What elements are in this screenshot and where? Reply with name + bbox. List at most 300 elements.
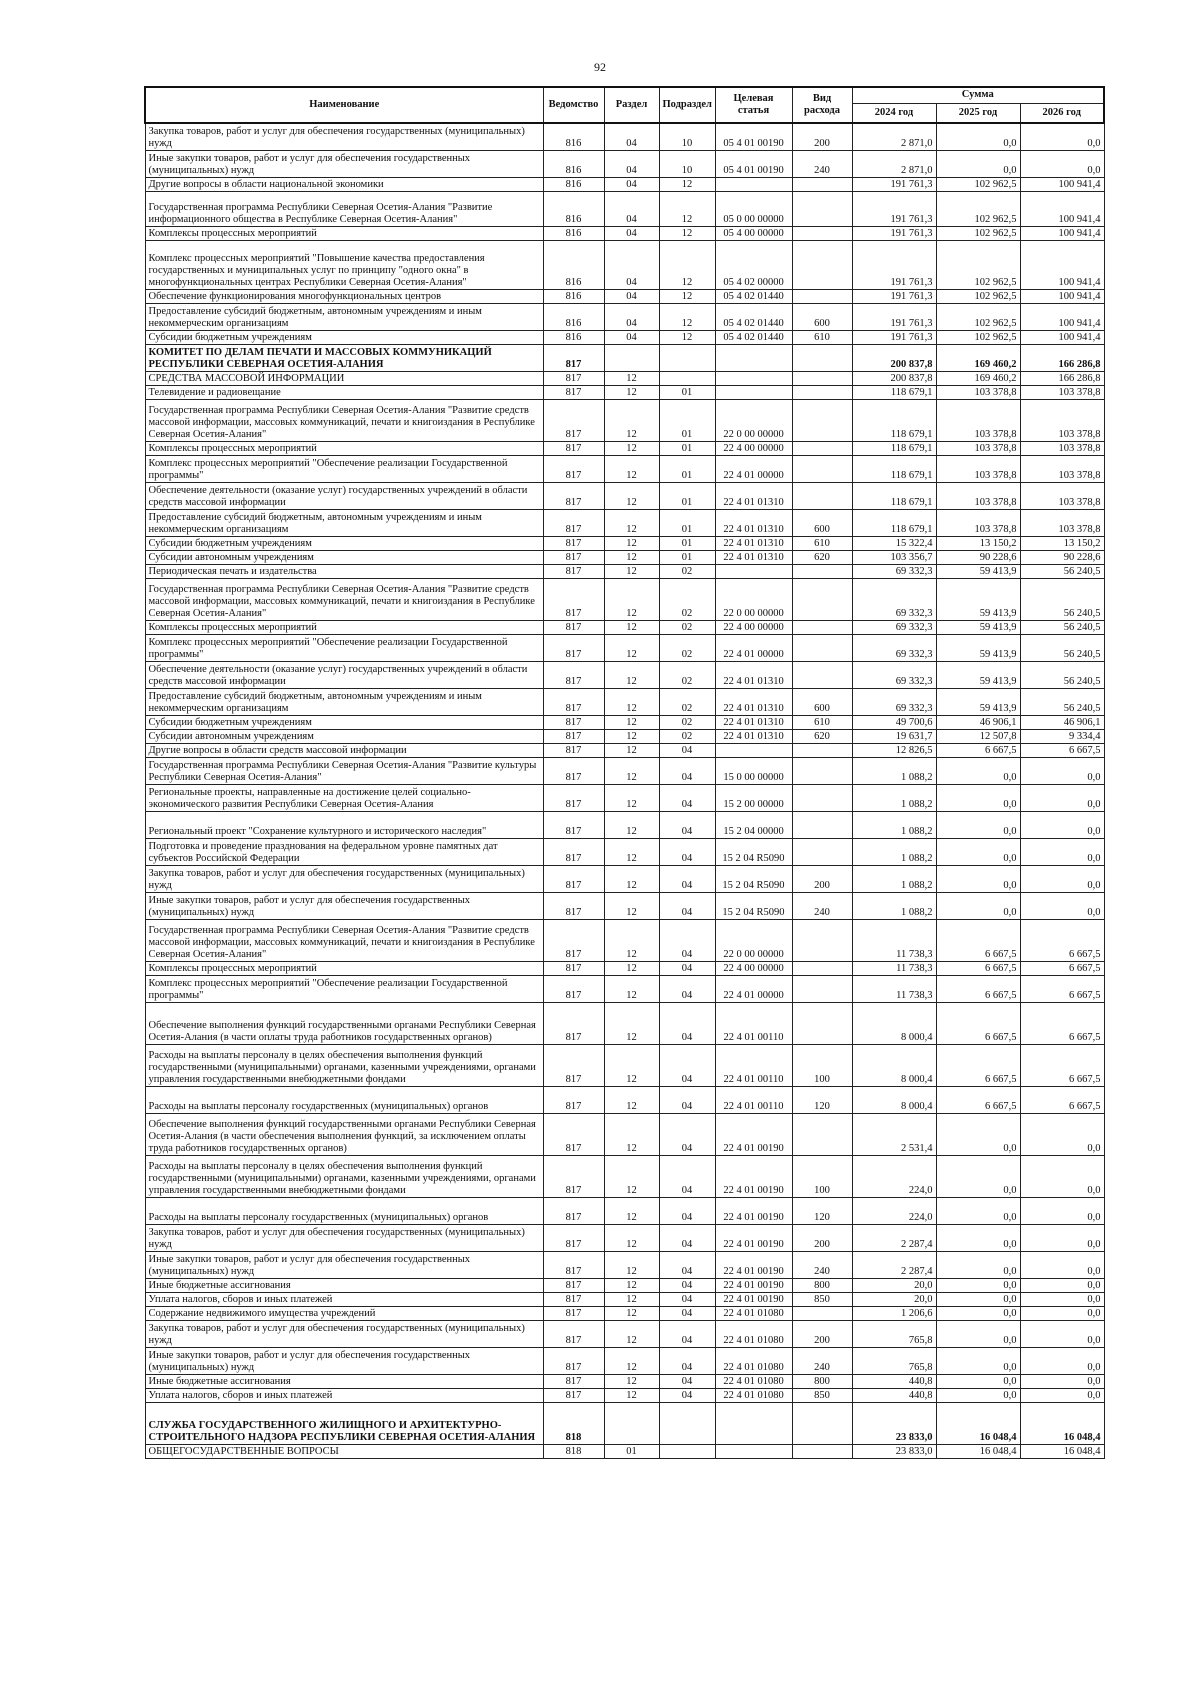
cell-expense-type: 800 bbox=[792, 1278, 852, 1292]
cell-subsection: 04 bbox=[659, 919, 715, 961]
cell-2025: 102 962,5 bbox=[936, 289, 1020, 303]
cell-name: Комплекс процессных мероприятий "Обеспечение реализации Государственной программы" bbox=[145, 975, 543, 1002]
cell-subsection: 12 bbox=[659, 191, 715, 226]
cell-section: 12 bbox=[604, 1306, 659, 1320]
cell-2026: 0,0 bbox=[1020, 892, 1104, 919]
cell-2025: 0,0 bbox=[936, 150, 1020, 177]
table-row bbox=[145, 399, 1104, 441]
cell-expense-type: 200 bbox=[792, 1320, 852, 1347]
table-row bbox=[145, 634, 1104, 661]
cell-subsection: 04 bbox=[659, 1251, 715, 1278]
cell-subsection: 04 bbox=[659, 743, 715, 757]
cell-subsection: 04 bbox=[659, 1320, 715, 1347]
cell-2026: 0,0 bbox=[1020, 1197, 1104, 1224]
cell-department: 817 bbox=[543, 1374, 604, 1388]
cell-section: 12 bbox=[604, 1002, 659, 1044]
cell-department: 816 bbox=[543, 191, 604, 226]
cell-name: Содержание недвижимого имущества учреждений bbox=[145, 1306, 543, 1320]
cell-subsection: 04 bbox=[659, 1197, 715, 1224]
cell-subsection: 02 bbox=[659, 729, 715, 743]
cell-department: 816 bbox=[543, 240, 604, 289]
cell-section: 12 bbox=[604, 1197, 659, 1224]
cell-section: 04 bbox=[604, 303, 659, 330]
table-row bbox=[145, 1292, 1104, 1306]
cell-subsection: 01 bbox=[659, 441, 715, 455]
cell-2026: 56 240,5 bbox=[1020, 688, 1104, 715]
cell-2025: 16 048,4 bbox=[936, 1444, 1020, 1458]
cell-2025: 0,0 bbox=[936, 1197, 1020, 1224]
cell-2025: 6 667,5 bbox=[936, 1044, 1020, 1086]
cell-2025: 102 962,5 bbox=[936, 177, 1020, 191]
cell-2026: 103 378,8 bbox=[1020, 399, 1104, 441]
cell-2025: 102 962,5 bbox=[936, 226, 1020, 240]
table-row bbox=[145, 1388, 1104, 1402]
cell-2024: 1 088,2 bbox=[852, 811, 936, 838]
table-row bbox=[145, 729, 1104, 743]
cell-section: 12 bbox=[604, 385, 659, 399]
cell-2025: 0,0 bbox=[936, 123, 1020, 150]
cell-department: 817 bbox=[543, 688, 604, 715]
cell-2025: 103 378,8 bbox=[936, 482, 1020, 509]
cell-name: Обеспечение выполнения функций государственными органами Республики Северная Осетия-Алания (в части оплаты труда работников государственных органов) bbox=[145, 1002, 543, 1044]
cell-target: 22 4 01 00190 bbox=[715, 1113, 792, 1155]
cell-subsection bbox=[659, 371, 715, 385]
cell-department: 816 bbox=[543, 177, 604, 191]
table-row bbox=[145, 661, 1104, 688]
cell-expense-type bbox=[792, 975, 852, 1002]
cell-expense-type: 240 bbox=[792, 892, 852, 919]
cell-2025: 12 507,8 bbox=[936, 729, 1020, 743]
cell-expense-type bbox=[792, 919, 852, 961]
cell-section: 12 bbox=[604, 1374, 659, 1388]
table-row bbox=[145, 1402, 1104, 1444]
cell-expense-type bbox=[792, 371, 852, 385]
cell-2025: 6 667,5 bbox=[936, 743, 1020, 757]
cell-2026: 0,0 bbox=[1020, 1278, 1104, 1292]
cell-2026: 0,0 bbox=[1020, 1347, 1104, 1374]
cell-section: 04 bbox=[604, 150, 659, 177]
header-year-2025: 2025 год bbox=[936, 103, 1020, 123]
cell-section: 12 bbox=[604, 661, 659, 688]
header-section: Раздел bbox=[604, 87, 659, 123]
cell-department: 817 bbox=[543, 1347, 604, 1374]
cell-2026: 6 667,5 bbox=[1020, 919, 1104, 961]
cell-2026: 0,0 bbox=[1020, 1155, 1104, 1197]
cell-2024: 2 871,0 bbox=[852, 150, 936, 177]
cell-2026: 56 240,5 bbox=[1020, 661, 1104, 688]
table-row bbox=[145, 150, 1104, 177]
cell-expense-type: 600 bbox=[792, 509, 852, 536]
cell-2025: 102 962,5 bbox=[936, 240, 1020, 289]
cell-2026: 0,0 bbox=[1020, 1320, 1104, 1347]
cell-department: 817 bbox=[543, 455, 604, 482]
cell-2026: 0,0 bbox=[1020, 838, 1104, 865]
cell-subsection: 04 bbox=[659, 1388, 715, 1402]
cell-department: 817 bbox=[543, 1388, 604, 1402]
cell-2025: 59 413,9 bbox=[936, 661, 1020, 688]
cell-target: 05 4 02 01440 bbox=[715, 289, 792, 303]
cell-subsection: 02 bbox=[659, 578, 715, 620]
cell-section: 04 bbox=[604, 177, 659, 191]
cell-subsection: 04 bbox=[659, 865, 715, 892]
cell-department: 818 bbox=[543, 1402, 604, 1444]
cell-expense-type bbox=[792, 578, 852, 620]
cell-name: Предоставление субсидий бюджетным, автономным учреждениям и иным некоммерческим организациям bbox=[145, 509, 543, 536]
cell-department: 817 bbox=[543, 811, 604, 838]
header-sum: Сумма bbox=[852, 87, 1104, 103]
cell-subsection bbox=[659, 1402, 715, 1444]
table-row bbox=[145, 371, 1104, 385]
cell-section: 12 bbox=[604, 1086, 659, 1113]
table-row bbox=[145, 509, 1104, 536]
cell-name: Периодическая печать и издательства bbox=[145, 564, 543, 578]
cell-department: 817 bbox=[543, 385, 604, 399]
table-row bbox=[145, 919, 1104, 961]
cell-expense-type: 240 bbox=[792, 1251, 852, 1278]
cell-2024: 191 761,3 bbox=[852, 191, 936, 226]
cell-2026: 0,0 bbox=[1020, 811, 1104, 838]
cell-2026: 46 906,1 bbox=[1020, 715, 1104, 729]
cell-expense-type: 240 bbox=[792, 1347, 852, 1374]
cell-name: Комплекс процессных мероприятий "Повышение качества предоставления государственных и муниципальных услуг по принципу "одного окна" в многофункциональных центрах Республики Северная Осетия-Алания" bbox=[145, 240, 543, 289]
cell-name: Закупка товаров, работ и услуг для обеспечения государственных (муниципальных) нужд bbox=[145, 865, 543, 892]
cell-subsection: 10 bbox=[659, 150, 715, 177]
cell-target bbox=[715, 564, 792, 578]
cell-target: 05 4 00 00000 bbox=[715, 226, 792, 240]
cell-2026: 166 286,8 bbox=[1020, 344, 1104, 371]
cell-target: 22 4 00 00000 bbox=[715, 620, 792, 634]
cell-target: 15 2 04 R5090 bbox=[715, 865, 792, 892]
cell-section: 12 bbox=[604, 838, 659, 865]
table-row bbox=[145, 578, 1104, 620]
cell-2024: 69 332,3 bbox=[852, 688, 936, 715]
cell-2025: 0,0 bbox=[936, 865, 1020, 892]
cell-target: 05 4 02 01440 bbox=[715, 303, 792, 330]
cell-section: 12 bbox=[604, 757, 659, 784]
cell-section: 12 bbox=[604, 961, 659, 975]
cell-department: 817 bbox=[543, 729, 604, 743]
cell-2025: 0,0 bbox=[936, 784, 1020, 811]
cell-2026: 0,0 bbox=[1020, 784, 1104, 811]
cell-2025: 103 378,8 bbox=[936, 509, 1020, 536]
cell-expense-type: 100 bbox=[792, 1155, 852, 1197]
cell-2026: 103 378,8 bbox=[1020, 455, 1104, 482]
cell-name: Комплексы процессных мероприятий bbox=[145, 961, 543, 975]
table-row bbox=[145, 191, 1104, 226]
cell-section: 01 bbox=[604, 1444, 659, 1458]
table-row bbox=[145, 1320, 1104, 1347]
cell-name: Иные закупки товаров, работ и услуг для обеспечения государственных (муниципальных) нужд bbox=[145, 1347, 543, 1374]
cell-name: Уплата налогов, сборов и иных платежей bbox=[145, 1292, 543, 1306]
cell-expense-type: 800 bbox=[792, 1374, 852, 1388]
header-name: Наименование bbox=[145, 87, 543, 123]
cell-2024: 2 871,0 bbox=[852, 123, 936, 150]
cell-name: Комплексы процессных мероприятий bbox=[145, 620, 543, 634]
cell-expense-type: 610 bbox=[792, 536, 852, 550]
table-row bbox=[145, 1444, 1104, 1458]
table-row bbox=[145, 975, 1104, 1002]
cell-2026: 103 378,8 bbox=[1020, 441, 1104, 455]
cell-subsection: 02 bbox=[659, 620, 715, 634]
cell-name: Субсидии автономным учреждениям bbox=[145, 550, 543, 564]
cell-target: 22 4 01 01310 bbox=[715, 688, 792, 715]
cell-subsection: 12 bbox=[659, 177, 715, 191]
cell-2026: 56 240,5 bbox=[1020, 578, 1104, 620]
cell-subsection: 12 bbox=[659, 240, 715, 289]
cell-2025: 90 228,6 bbox=[936, 550, 1020, 564]
cell-department: 817 bbox=[543, 1086, 604, 1113]
cell-department: 817 bbox=[543, 482, 604, 509]
cell-department: 817 bbox=[543, 975, 604, 1002]
cell-target: 22 4 01 00110 bbox=[715, 1086, 792, 1113]
cell-expense-type: 600 bbox=[792, 303, 852, 330]
cell-target: 22 4 01 01310 bbox=[715, 550, 792, 564]
cell-2024: 20,0 bbox=[852, 1278, 936, 1292]
cell-department: 817 bbox=[543, 1320, 604, 1347]
budget-table bbox=[144, 86, 1105, 1459]
cell-subsection: 01 bbox=[659, 550, 715, 564]
table-row bbox=[145, 455, 1104, 482]
cell-name: Субсидии бюджетным учреждениям bbox=[145, 536, 543, 550]
cell-target bbox=[715, 177, 792, 191]
cell-name: Иные закупки товаров, работ и услуг для обеспечения государственных (муниципальных) нужд bbox=[145, 892, 543, 919]
cell-2026: 100 941,4 bbox=[1020, 177, 1104, 191]
cell-target: 22 4 01 01310 bbox=[715, 536, 792, 550]
cell-name: Подготовка и проведение празднования на федеральном уровне памятных дат субъектов Российской Федерации bbox=[145, 838, 543, 865]
cell-department: 817 bbox=[543, 1292, 604, 1306]
cell-department: 817 bbox=[543, 1044, 604, 1086]
cell-name: Комплексы процессных мероприятий bbox=[145, 226, 543, 240]
cell-section: 12 bbox=[604, 1347, 659, 1374]
cell-subsection: 12 bbox=[659, 226, 715, 240]
cell-2025: 169 460,2 bbox=[936, 344, 1020, 371]
cell-2024: 440,8 bbox=[852, 1388, 936, 1402]
cell-2026: 0,0 bbox=[1020, 150, 1104, 177]
table-row bbox=[145, 715, 1104, 729]
cell-section: 12 bbox=[604, 865, 659, 892]
cell-2024: 2 287,4 bbox=[852, 1251, 936, 1278]
table-row bbox=[145, 1306, 1104, 1320]
cell-2024: 191 761,3 bbox=[852, 330, 936, 344]
cell-name: Обеспечение деятельности (оказание услуг) государственных учреждений в области средств массовой информации bbox=[145, 661, 543, 688]
cell-subsection: 04 bbox=[659, 784, 715, 811]
cell-2026: 100 941,4 bbox=[1020, 330, 1104, 344]
cell-name: Субсидии бюджетным учреждениям bbox=[145, 330, 543, 344]
cell-2026: 16 048,4 bbox=[1020, 1444, 1104, 1458]
cell-expense-type: 200 bbox=[792, 123, 852, 150]
cell-expense-type: 850 bbox=[792, 1388, 852, 1402]
table-row bbox=[145, 564, 1104, 578]
cell-name: Государственная программа Республики Северная Осетия-Алания "Развитие средств массовой информации, массовых коммуникаций, печати и книгоиздания в Республике Северная Осетия-Алания" bbox=[145, 919, 543, 961]
cell-subsection: 12 bbox=[659, 289, 715, 303]
cell-2024: 8 000,4 bbox=[852, 1044, 936, 1086]
cell-name: Расходы на выплаты персоналу в целях обеспечения выполнения функций государственными (муниципальными) органами, казенными учреждениями, органами управления государственными внебюджетными фондами bbox=[145, 1155, 543, 1197]
cell-subsection: 04 bbox=[659, 1113, 715, 1155]
cell-target: 05 4 02 01440 bbox=[715, 330, 792, 344]
cell-target: 05 4 02 00000 bbox=[715, 240, 792, 289]
cell-target: 15 2 04 R5090 bbox=[715, 838, 792, 865]
table-row bbox=[145, 1374, 1104, 1388]
cell-2024: 191 761,3 bbox=[852, 177, 936, 191]
cell-2024: 1 088,2 bbox=[852, 757, 936, 784]
cell-2026: 0,0 bbox=[1020, 1388, 1104, 1402]
cell-department: 817 bbox=[543, 344, 604, 371]
cell-subsection: 10 bbox=[659, 123, 715, 150]
cell-department: 817 bbox=[543, 441, 604, 455]
cell-2026: 56 240,5 bbox=[1020, 564, 1104, 578]
cell-2026: 100 941,4 bbox=[1020, 191, 1104, 226]
cell-expense-type: 620 bbox=[792, 729, 852, 743]
cell-subsection: 02 bbox=[659, 564, 715, 578]
cell-section: 12 bbox=[604, 715, 659, 729]
cell-2024: 11 738,3 bbox=[852, 961, 936, 975]
cell-name: Закупка товаров, работ и услуг для обеспечения государственных (муниципальных) нужд bbox=[145, 1320, 543, 1347]
cell-subsection: 12 bbox=[659, 330, 715, 344]
cell-target: 05 4 01 00190 bbox=[715, 150, 792, 177]
cell-2024: 2 531,4 bbox=[852, 1113, 936, 1155]
cell-2024: 191 761,3 bbox=[852, 303, 936, 330]
cell-2025: 0,0 bbox=[936, 1374, 1020, 1388]
cell-department: 817 bbox=[543, 661, 604, 688]
table-row bbox=[145, 441, 1104, 455]
cell-expense-type bbox=[792, 838, 852, 865]
cell-target: 22 4 00 00000 bbox=[715, 961, 792, 975]
cell-2026: 6 667,5 bbox=[1020, 743, 1104, 757]
cell-section: 12 bbox=[604, 455, 659, 482]
cell-name: Государственная программа Республики Северная Осетия-Алания "Развитие средств массовой информации, массовых коммуникаций, печати и книгоиздания в Республике Северная Осетия-Алания" bbox=[145, 578, 543, 620]
cell-expense-type bbox=[792, 1002, 852, 1044]
cell-section: 12 bbox=[604, 399, 659, 441]
cell-target: 22 4 01 01080 bbox=[715, 1320, 792, 1347]
cell-2024: 765,8 bbox=[852, 1347, 936, 1374]
cell-section: 12 bbox=[604, 1278, 659, 1292]
cell-2025: 0,0 bbox=[936, 1155, 1020, 1197]
table-row bbox=[145, 1347, 1104, 1374]
cell-section: 04 bbox=[604, 289, 659, 303]
table-row bbox=[145, 892, 1104, 919]
cell-expense-type bbox=[792, 1306, 852, 1320]
table-row bbox=[145, 226, 1104, 240]
table-row bbox=[145, 289, 1104, 303]
cell-2026: 6 667,5 bbox=[1020, 1086, 1104, 1113]
cell-department: 817 bbox=[543, 1155, 604, 1197]
cell-2025: 6 667,5 bbox=[936, 975, 1020, 1002]
cell-target: 22 0 00 00000 bbox=[715, 919, 792, 961]
cell-target: 05 0 00 00000 bbox=[715, 191, 792, 226]
cell-2024: 12 826,5 bbox=[852, 743, 936, 757]
cell-target: 22 4 00 00000 bbox=[715, 441, 792, 455]
table-row bbox=[145, 303, 1104, 330]
cell-name: Обеспечение выполнения функций государственными органами Республики Северная Осетия-Алания (в части обеспечения выполнения функций, за исключением оплаты труда работников государственных органов) bbox=[145, 1113, 543, 1155]
cell-name: Обеспечение функционирования многофункциональных центров bbox=[145, 289, 543, 303]
header-expense-type: Вид расхода bbox=[792, 87, 852, 123]
cell-name: Расходы на выплаты персоналу в целях обеспечения выполнения функций государственными (муниципальными) органами, казенными учреждениями, органами управления государственными внебюджетными фондами bbox=[145, 1044, 543, 1086]
cell-section: 04 bbox=[604, 191, 659, 226]
cell-section: 12 bbox=[604, 371, 659, 385]
cell-expense-type bbox=[792, 289, 852, 303]
cell-subsection: 04 bbox=[659, 838, 715, 865]
cell-2025: 59 413,9 bbox=[936, 620, 1020, 634]
cell-department: 817 bbox=[543, 1002, 604, 1044]
cell-2025: 0,0 bbox=[936, 1306, 1020, 1320]
cell-2026: 6 667,5 bbox=[1020, 1044, 1104, 1086]
cell-subsection: 02 bbox=[659, 715, 715, 729]
cell-expense-type bbox=[792, 1444, 852, 1458]
cell-section: 12 bbox=[604, 441, 659, 455]
cell-expense-type: 120 bbox=[792, 1197, 852, 1224]
cell-2024: 200 837,8 bbox=[852, 371, 936, 385]
cell-target bbox=[715, 385, 792, 399]
cell-subsection: 04 bbox=[659, 975, 715, 1002]
cell-name: СРЕДСТВА МАССОВОЙ ИНФОРМАЦИИ bbox=[145, 371, 543, 385]
cell-2024: 69 332,3 bbox=[852, 578, 936, 620]
cell-2026: 0,0 bbox=[1020, 1292, 1104, 1306]
cell-section: 04 bbox=[604, 330, 659, 344]
cell-2026: 6 667,5 bbox=[1020, 961, 1104, 975]
cell-expense-type bbox=[792, 399, 852, 441]
cell-subsection: 12 bbox=[659, 303, 715, 330]
cell-2024: 118 679,1 bbox=[852, 509, 936, 536]
cell-expense-type bbox=[792, 441, 852, 455]
table-row bbox=[145, 240, 1104, 289]
cell-2024: 440,8 bbox=[852, 1374, 936, 1388]
cell-2025: 0,0 bbox=[936, 1292, 1020, 1306]
cell-expense-type bbox=[792, 1402, 852, 1444]
cell-2026: 103 378,8 bbox=[1020, 482, 1104, 509]
cell-name: Предоставление субсидий бюджетным, автономным учреждениям и иным некоммерческим организациям bbox=[145, 303, 543, 330]
table-row bbox=[145, 344, 1104, 371]
cell-2024: 23 833,0 bbox=[852, 1402, 936, 1444]
cell-department: 817 bbox=[543, 509, 604, 536]
cell-2025: 6 667,5 bbox=[936, 919, 1020, 961]
cell-expense-type: 200 bbox=[792, 1224, 852, 1251]
cell-2025: 0,0 bbox=[936, 1251, 1020, 1278]
cell-target: 05 4 01 00190 bbox=[715, 123, 792, 150]
cell-2025: 103 378,8 bbox=[936, 441, 1020, 455]
cell-department: 816 bbox=[543, 330, 604, 344]
cell-section: 12 bbox=[604, 550, 659, 564]
cell-expense-type bbox=[792, 661, 852, 688]
cell-department: 817 bbox=[543, 784, 604, 811]
cell-target: 15 2 00 00000 bbox=[715, 784, 792, 811]
cell-department: 817 bbox=[543, 399, 604, 441]
cell-name: Региональные проекты, направленные на достижение целей социально-экономического развития Республики Северная Осетия-Алания bbox=[145, 784, 543, 811]
cell-2025: 59 413,9 bbox=[936, 634, 1020, 661]
cell-expense-type bbox=[792, 385, 852, 399]
cell-2024: 49 700,6 bbox=[852, 715, 936, 729]
cell-expense-type: 620 bbox=[792, 550, 852, 564]
cell-2025: 0,0 bbox=[936, 1320, 1020, 1347]
table-row bbox=[145, 743, 1104, 757]
cell-expense-type bbox=[792, 784, 852, 811]
table-row bbox=[145, 961, 1104, 975]
cell-name: КОМИТЕТ ПО ДЕЛАМ ПЕЧАТИ И МАССОВЫХ КОММУНИКАЦИЙ РЕСПУБЛИКИ СЕВЕРНАЯ ОСЕТИЯ-АЛАНИЯ bbox=[145, 344, 543, 371]
cell-department: 817 bbox=[543, 550, 604, 564]
cell-2024: 1 088,2 bbox=[852, 784, 936, 811]
cell-target: 22 4 01 01080 bbox=[715, 1388, 792, 1402]
cell-expense-type bbox=[792, 811, 852, 838]
cell-subsection: 01 bbox=[659, 385, 715, 399]
cell-2024: 69 332,3 bbox=[852, 661, 936, 688]
cell-subsection: 04 bbox=[659, 1347, 715, 1374]
cell-target: 22 4 01 00190 bbox=[715, 1224, 792, 1251]
cell-name: Субсидии автономным учреждениям bbox=[145, 729, 543, 743]
cell-2026: 100 941,4 bbox=[1020, 303, 1104, 330]
cell-2025: 6 667,5 bbox=[936, 961, 1020, 975]
cell-expense-type bbox=[792, 177, 852, 191]
cell-department: 817 bbox=[543, 1251, 604, 1278]
cell-target: 22 4 01 00110 bbox=[715, 1044, 792, 1086]
